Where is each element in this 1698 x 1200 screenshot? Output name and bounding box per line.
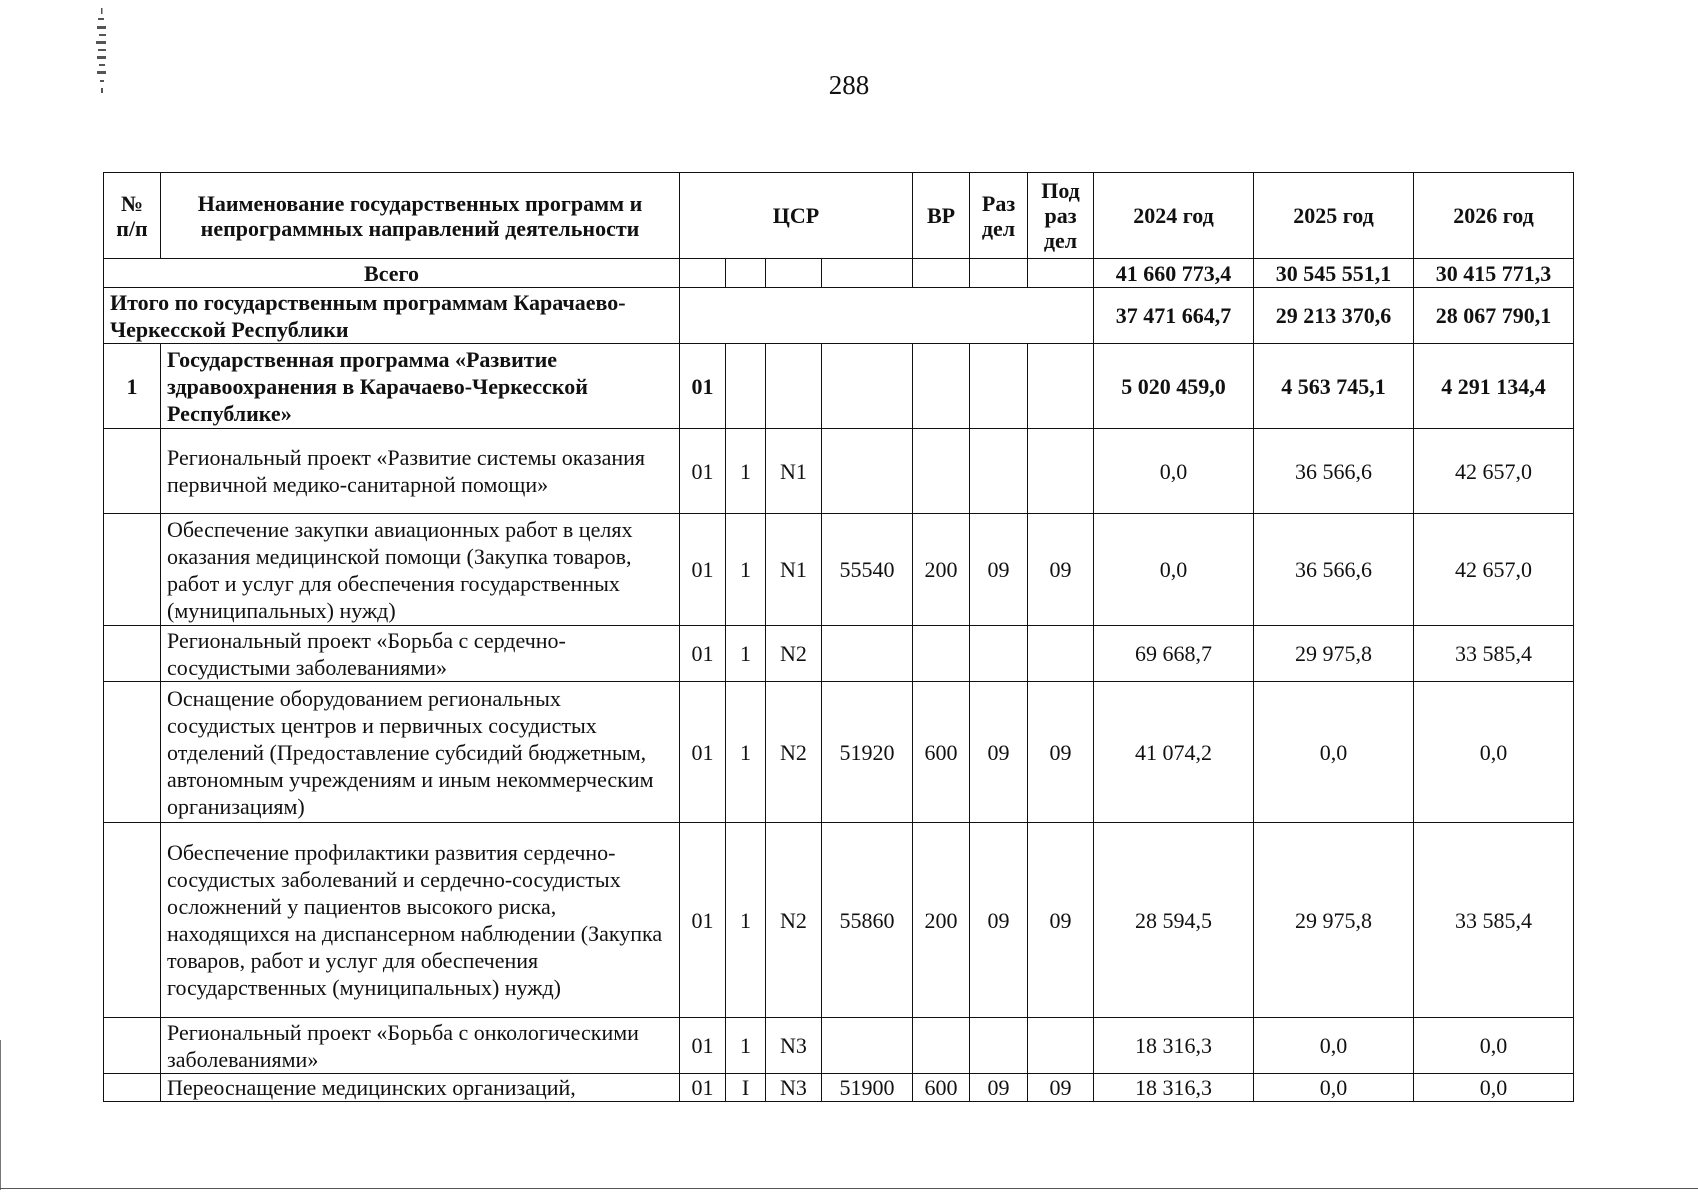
cell-y2026: 0,0 xyxy=(1414,682,1574,823)
programs-total-y2024: 37 471 664,7 xyxy=(1094,288,1254,344)
cell-name: Обеспечение закупки авиационных работ в целях оказания медицинской помощи (Закупка товаров, работ и услуг для обеспечения государственных (муниципальных) нужд) xyxy=(161,514,680,626)
cell-podrazdel xyxy=(1028,1018,1094,1074)
cell-csr3: N2 xyxy=(766,626,822,682)
cell-num xyxy=(104,682,161,823)
cell-csr4 xyxy=(822,626,913,682)
cell-csr1: 01 xyxy=(680,344,726,429)
cell-y2025: 36 566,6 xyxy=(1254,514,1414,626)
cell-razdel xyxy=(970,626,1028,682)
programs-total-y2025: 29 213 370,6 xyxy=(1254,288,1414,344)
cell-num xyxy=(104,1074,161,1102)
header-name: Наименование государственных программ и непрограммных направлений деятельности xyxy=(161,173,680,259)
cell-csr3 xyxy=(766,344,822,429)
cell-y2025: 29 975,8 xyxy=(1254,626,1414,682)
cell-y2024: 69 668,7 xyxy=(1094,626,1254,682)
cell-vr: 600 xyxy=(913,1074,970,1102)
table-row xyxy=(104,429,1574,514)
cell-csr4: 51900 xyxy=(822,1074,913,1102)
cell-csr2 xyxy=(726,344,766,429)
cell-y2026: 42 657,0 xyxy=(1414,429,1574,514)
table-row xyxy=(104,1074,1574,1102)
cell-csr4: 51920 xyxy=(822,682,913,823)
total-y2025: 30 545 551,1 xyxy=(1254,259,1414,288)
cell-csr2: 1 xyxy=(726,429,766,514)
header-csr: ЦСР xyxy=(680,173,913,259)
table-row xyxy=(104,344,1574,429)
cell-num xyxy=(104,626,161,682)
cell-name: Переоснащение медицинских организаций, xyxy=(161,1074,680,1102)
total-row xyxy=(104,259,1574,288)
cell-csr3: N1 xyxy=(766,514,822,626)
cell-vr: 600 xyxy=(913,682,970,823)
cell-podrazdel: 09 xyxy=(1028,823,1094,1018)
cell-csr3: N1 xyxy=(766,429,822,514)
cell-csr4: 55860 xyxy=(822,823,913,1018)
cell-csr2: 1 xyxy=(726,1018,766,1074)
table-header-row xyxy=(104,173,1574,259)
cell-csr3: N3 xyxy=(766,1018,822,1074)
budget-table xyxy=(103,172,1574,1102)
cell-vr xyxy=(913,344,970,429)
cell-podrazdel: 09 xyxy=(1028,1074,1094,1102)
empty-cell xyxy=(970,259,1028,288)
cell-csr4 xyxy=(822,429,913,514)
header-y2026: 2026 год xyxy=(1414,173,1574,259)
cell-y2025: 29 975,8 xyxy=(1254,823,1414,1018)
cell-podrazdel: 09 xyxy=(1028,514,1094,626)
cell-csr1: 01 xyxy=(680,1074,726,1102)
cell-y2026: 42 657,0 xyxy=(1414,514,1574,626)
cell-num xyxy=(104,514,161,626)
cell-name: Оснащение оборудованием региональных сосудистых центров и первичных сосудистых отделений (Предоставление субсидий бюджетным, автономным учреждениям и иным некоммерческим организациям) xyxy=(161,682,680,823)
table-row xyxy=(104,823,1574,1018)
cell-razdel: 09 xyxy=(970,823,1028,1018)
cell-y2025: 0,0 xyxy=(1254,1018,1414,1074)
cell-csr1: 01 xyxy=(680,823,726,1018)
header-podrazdel: Под раз дел xyxy=(1028,173,1094,259)
cell-name: Обеспечение профилактики развития сердечно-сосудистых заболеваний и сердечно-сосудистых осложнений у пациентов высокого риска, находящихся на диспансерном наблюдении (Закупка товаров, работ и услуг для обеспечения государственных (муниципальных) нужд) xyxy=(161,823,680,1018)
cell-y2026: 33 585,4 xyxy=(1414,823,1574,1018)
cell-y2025: 36 566,6 xyxy=(1254,429,1414,514)
header-vr: ВР xyxy=(913,173,970,259)
empty-cell xyxy=(913,259,970,288)
cell-razdel xyxy=(970,429,1028,514)
cell-y2025: 0,0 xyxy=(1254,682,1414,823)
empty-cell xyxy=(766,259,822,288)
empty-cell xyxy=(680,259,726,288)
programs-total-y2026: 28 067 790,1 xyxy=(1414,288,1574,344)
header-y2025: 2025 год xyxy=(1254,173,1414,259)
cell-csr1: 01 xyxy=(680,682,726,823)
cell-csr2: 1 xyxy=(726,626,766,682)
cell-csr4 xyxy=(822,1018,913,1074)
total-y2024: 41 660 773,4 xyxy=(1094,259,1254,288)
cell-razdel: 09 xyxy=(970,1074,1028,1102)
cell-razdel: 09 xyxy=(970,682,1028,823)
cell-csr1: 01 xyxy=(680,1018,726,1074)
programs-total-row xyxy=(104,288,1574,344)
cell-y2026: 0,0 xyxy=(1414,1018,1574,1074)
cell-y2024: 18 316,3 xyxy=(1094,1018,1254,1074)
cell-podrazdel xyxy=(1028,626,1094,682)
cell-num xyxy=(104,429,161,514)
cell-csr3: N2 xyxy=(766,682,822,823)
page-number: 288 xyxy=(828,70,870,100)
cell-vr: 200 xyxy=(913,514,970,626)
cell-csr1: 01 xyxy=(680,514,726,626)
header-razdel: Раз дел xyxy=(970,173,1028,259)
cell-podrazdel: 09 xyxy=(1028,682,1094,823)
header-num: № п/п xyxy=(104,173,161,259)
cell-name: Региональный проект «Борьба с сердечно-сосудистыми заболеваниями» xyxy=(161,626,680,682)
cell-podrazdel xyxy=(1028,344,1094,429)
cell-csr1: 01 xyxy=(680,429,726,514)
cell-y2026: 0,0 xyxy=(1414,1074,1574,1102)
cell-vr xyxy=(913,626,970,682)
empty-cell xyxy=(1028,259,1094,288)
cell-num xyxy=(104,823,161,1018)
empty-cell xyxy=(726,259,766,288)
cell-name: Региональный проект «Борьба с онкологическими заболеваниями» xyxy=(161,1018,680,1074)
cell-csr4: 55540 xyxy=(822,514,913,626)
cell-num xyxy=(104,1018,161,1074)
table-row xyxy=(104,682,1574,823)
cell-vr xyxy=(913,429,970,514)
header-y2024: 2024 год xyxy=(1094,173,1254,259)
cell-y2025: 4 563 745,1 xyxy=(1254,344,1414,429)
cell-num: 1 xyxy=(104,344,161,429)
cell-csr4 xyxy=(822,344,913,429)
left-scan-line xyxy=(0,1040,1,1190)
cell-csr2: I xyxy=(726,1074,766,1102)
total-y2026: 30 415 771,3 xyxy=(1414,259,1574,288)
cell-csr1: 01 xyxy=(680,626,726,682)
cell-y2024: 41 074,2 xyxy=(1094,682,1254,823)
bottom-scan-line xyxy=(0,1188,1698,1189)
cell-y2025: 0,0 xyxy=(1254,1074,1414,1102)
cell-csr3: N3 xyxy=(766,1074,822,1102)
cell-vr: 200 xyxy=(913,823,970,1018)
table-row xyxy=(104,1018,1574,1074)
cell-y2024: 5 020 459,0 xyxy=(1094,344,1254,429)
cell-y2026: 33 585,4 xyxy=(1414,626,1574,682)
cell-y2024: 18 316,3 xyxy=(1094,1074,1254,1102)
cell-razdel xyxy=(970,344,1028,429)
programs-total-label: Итого по государственным программам Карачаево-Черкесской Республики xyxy=(104,288,680,344)
total-label: Всего xyxy=(104,259,680,288)
cell-name: Государственная программа «Развитие здравоохранения в Карачаево-Черкесской Республике» xyxy=(161,344,680,429)
cell-name: Региональный проект «Развитие системы оказания первичной медико-санитарной помощи» xyxy=(161,429,680,514)
cell-y2026: 4 291 134,4 xyxy=(1414,344,1574,429)
cell-vr xyxy=(913,1018,970,1074)
cell-razdel xyxy=(970,1018,1028,1074)
cell-csr3: N2 xyxy=(766,823,822,1018)
cell-csr2: 1 xyxy=(726,823,766,1018)
empty-cell xyxy=(822,259,913,288)
cell-y2024: 0,0 xyxy=(1094,429,1254,514)
cell-csr2: 1 xyxy=(726,514,766,626)
cell-podrazdel xyxy=(1028,429,1094,514)
cell-y2024: 28 594,5 xyxy=(1094,823,1254,1018)
cell-y2024: 0,0 xyxy=(1094,514,1254,626)
cell-razdel: 09 xyxy=(970,514,1028,626)
table-row xyxy=(104,626,1574,682)
table-row xyxy=(104,514,1574,626)
cell-csr2: 1 xyxy=(726,682,766,823)
empty-cell xyxy=(680,288,1094,344)
